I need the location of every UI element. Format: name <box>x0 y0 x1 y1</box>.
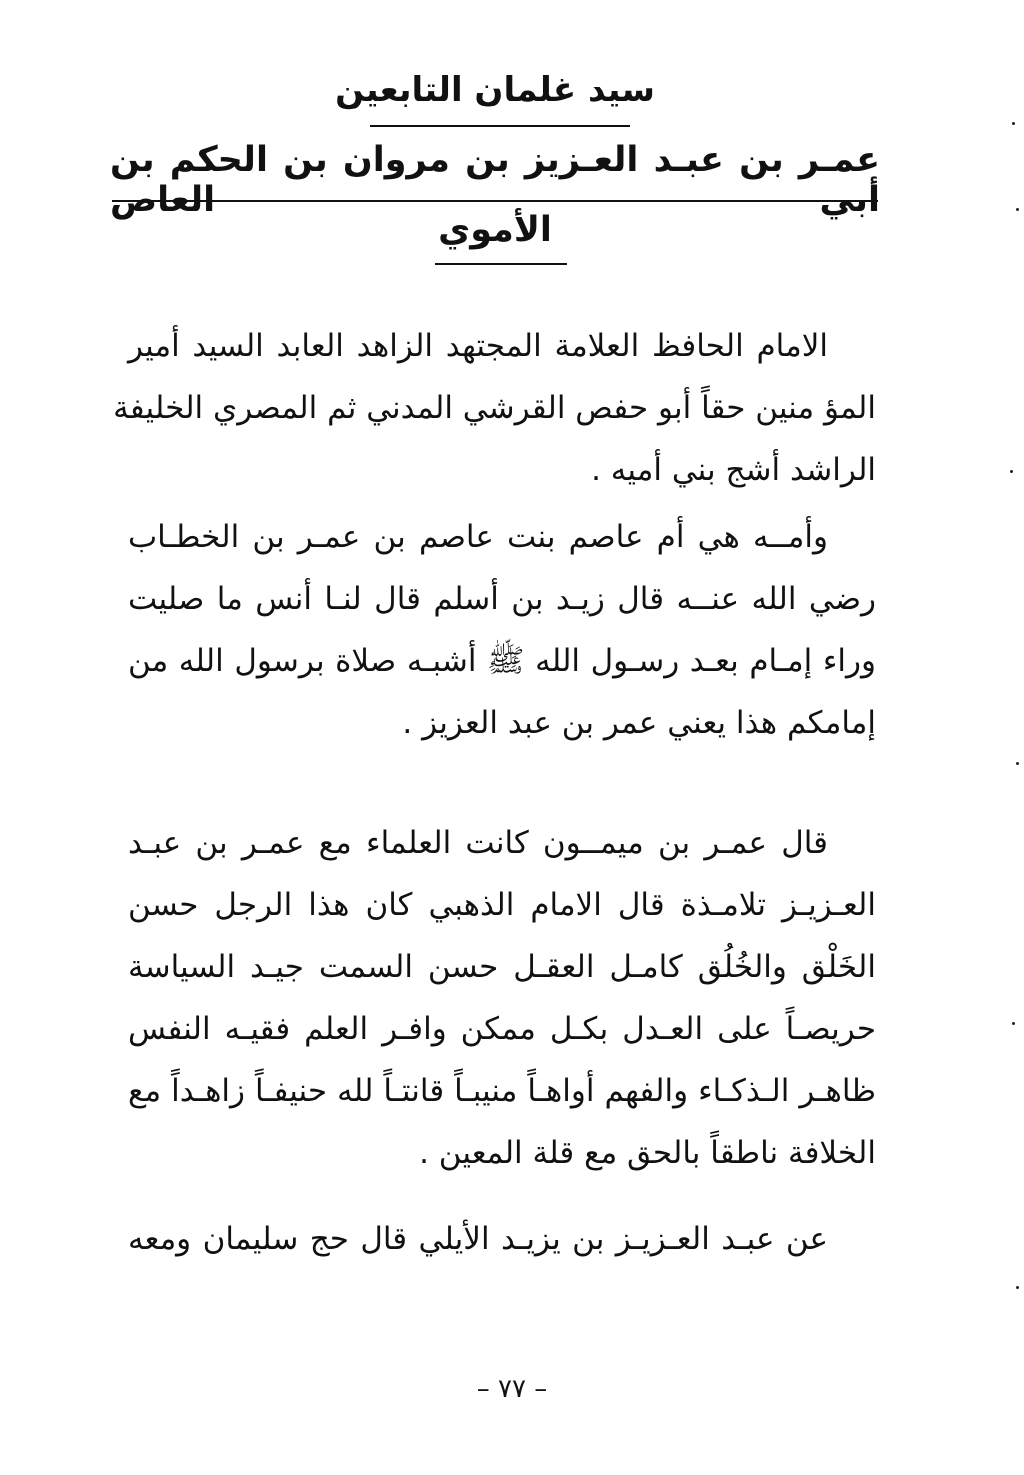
person-name-heading: عمـر بن عبـد العـزيز بن مروان بن الحكم بن أبي العاص <box>110 140 880 220</box>
text-line: حريصـاً على العـدل بكـل ممكن وافـر العلم فقيـه النفس <box>128 1011 876 1047</box>
text-line: وراء إمـام بعـد رسـول الله ﷺ أشبـه صلاة برسول الله من <box>128 643 876 679</box>
text-line: المؤ منين حقاً أبو حفص القرشي المدني ثم المصري الخليفة <box>113 390 876 426</box>
text-line: عن عبـد العـزيـز بن يزيـد الأيلي قال حج سليمان ومعه <box>128 1221 828 1257</box>
text-line: الامام الحافظ العلامة المجتهد الزاهد العابد السيد أمير <box>128 328 828 364</box>
title-underline <box>370 125 630 127</box>
text-line: وأمــه هي أم عاصم بنت عاصم بن عمـر بن الخطـاب <box>128 519 828 555</box>
text-line: الراشد أشج بني أميه . <box>591 452 876 488</box>
text-line: العـزيـز تلامـذة قال الامام الذهبي كان هذا الرجل حسن <box>128 887 876 923</box>
paragraph-1 <box>113 315 876 501</box>
page-number: – ٧٧ – <box>476 1374 548 1404</box>
text-line: إمامكم هذا يعني عمر بن عبد العزيز . <box>402 705 876 741</box>
scan-speck <box>1016 208 1019 211</box>
paragraph-2 <box>128 506 876 754</box>
name-underline <box>112 200 878 202</box>
scan-speck <box>1012 1022 1015 1025</box>
paragraph-3 <box>128 812 876 1184</box>
chapter-title: سيد غلمان التابعين <box>335 70 655 110</box>
scan-speck <box>1010 470 1013 473</box>
person-nisba-heading: الأموي <box>438 210 552 250</box>
scan-speck <box>1016 762 1019 765</box>
text-line: قال عمـر بن ميمــون كانت العلماء مع عمـر بن عبـد <box>128 825 828 861</box>
text-line: ظاهـر الـذكـاء والفهم أواهـاً منيبـاً قانتـاً لله حنيفـاً زاهـداً مع <box>128 1073 876 1109</box>
nisba-underline <box>435 263 567 265</box>
text-line: الخلافة ناطقاً بالحق مع قلة المعين . <box>419 1135 876 1171</box>
paragraph-4 <box>128 1208 876 1270</box>
text-line: الخَلْق والخُلُق كامـل العقـل حسن السمت جيـد السياسة <box>128 949 876 985</box>
scan-speck <box>1012 122 1015 125</box>
scan-speck <box>1016 1286 1019 1289</box>
text-line: رضي الله عنــه قال زيـد بن أسلم قال لنـا أنس ما صليت <box>128 581 876 617</box>
